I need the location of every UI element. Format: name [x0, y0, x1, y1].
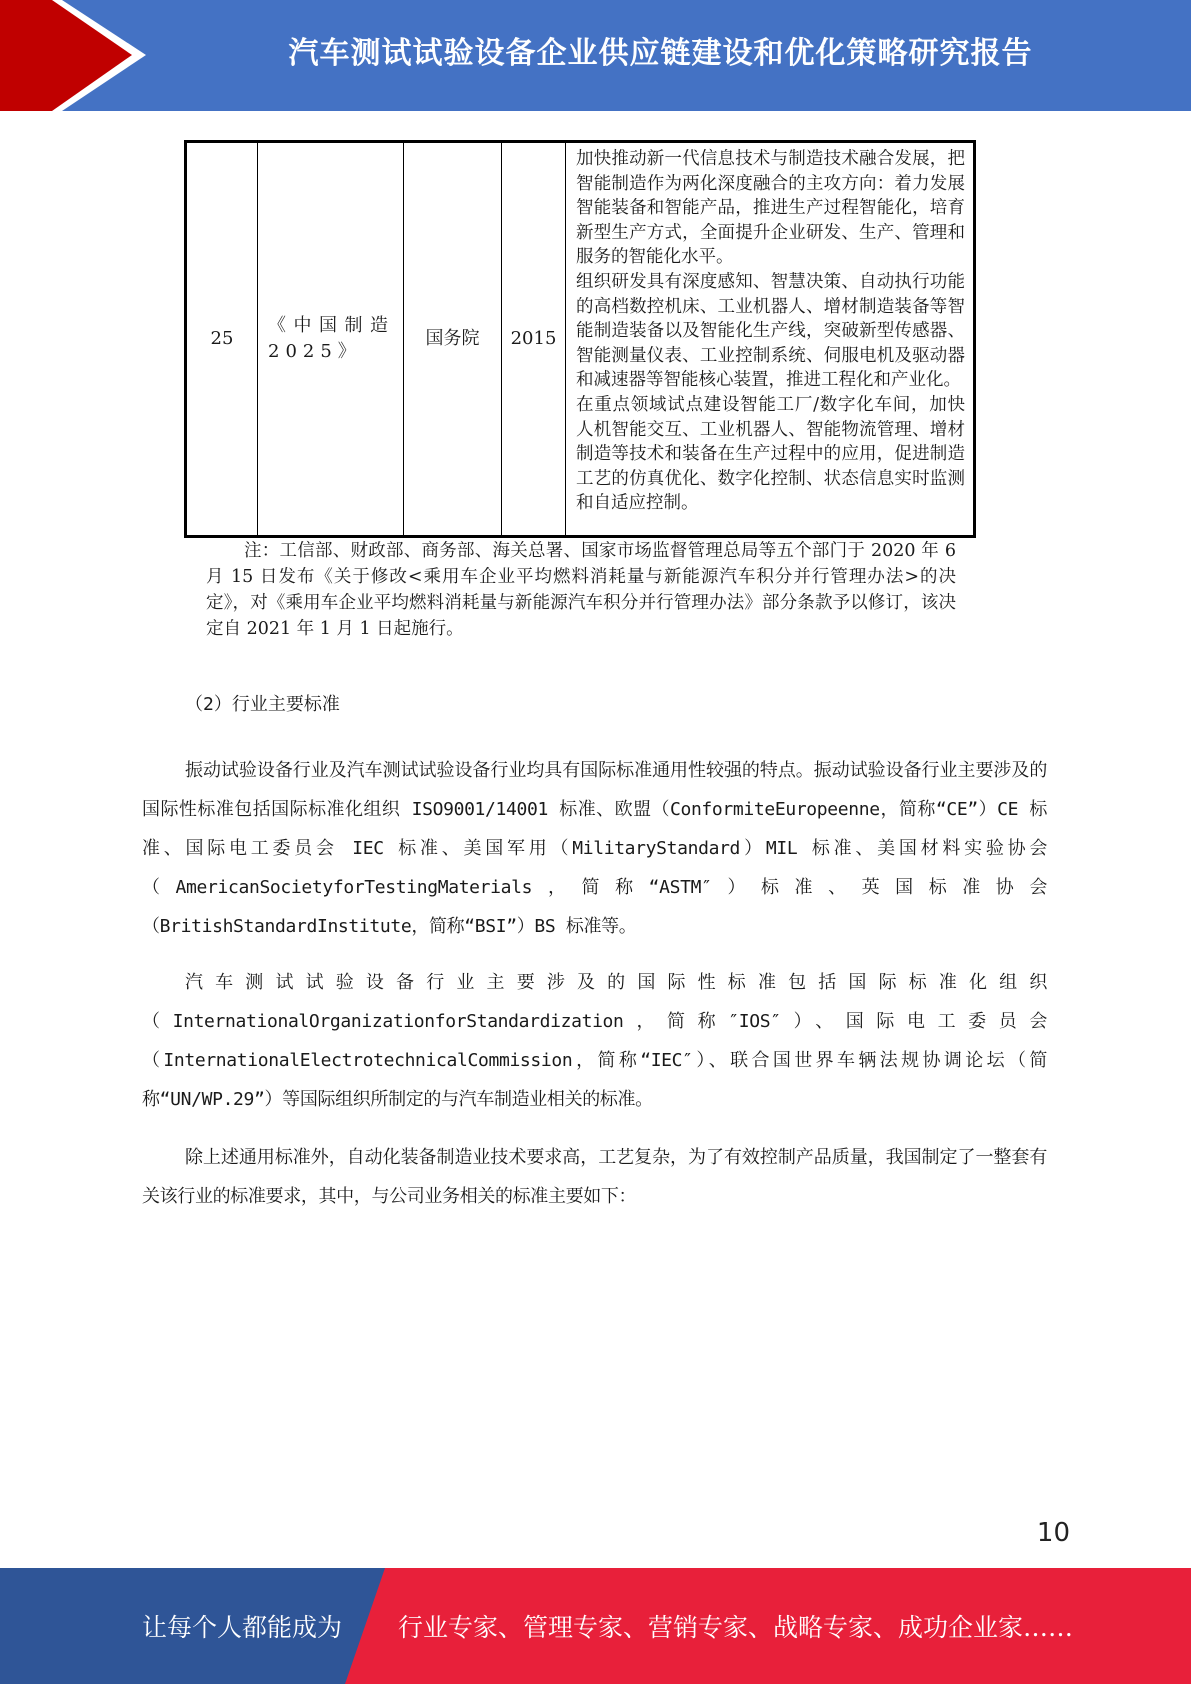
note-text: 注：工信部、财政部、商务部、海关总署、国家市场监督管理总局等五个部门于 2020 年 6 月 15 日发布《关于修改<乘用车企业平均燃料消耗量与新能源汽车积分并行管理办法>的决定》，对《乘用车企业平均燃料消耗量与新能源汽车积分并行管理办法》部分条款予以修订，该决定自 2021 年 1 月 1 日起施行。	[206, 541, 956, 639]
paragraph-text: 振动试验设备行业及汽车测试试验设备行业均具有国际标准通用性较强的特点。振动试验设备行业主要涉及的国际性标准包括国际标准化组织 ISO9001/14001 标准、欧盟（ConformiteEuropeenne，简称“CE”）CE 标准、国际电工委员会 IEC 标准、美国军用（MilitaryStandard）MIL 标准、美国材料实验协会（AmericanSocietyforTestingMaterials，简称“ASTM″）标准、英国标准协会（BritishStandardInstitute，简称“BSI”）BS 标准等。	[142, 760, 1047, 937]
table-note	[206, 538, 956, 642]
table-cell-number: 25	[187, 143, 258, 535]
policy-name-text: 《中国制造2025》	[268, 315, 394, 362]
footer-slogan-right: 行业专家、管理专家、营销专家、战略专家、成功企业家……	[398, 1613, 1074, 1642]
content-paragraph: 组织研发具有深度感知、智慧决策、自动执行功能的高档数控机床、工业机器人、增材制造装备等智能制造装备以及智能化生产线，突破新型传感器、智能测量仪表、工业控制系统、伺服电机及驱动器和减速器等智能核心装置，推进工程化和产业化。	[576, 271, 965, 391]
body-paragraph-1	[142, 751, 1047, 946]
table-cell-year: 2015	[502, 143, 566, 535]
page-header	[0, 0, 1191, 111]
content-paragraph: 在重点领域试点建设智能工厂/数字化车间，加快人机智能交互、工业机器人、智能物流管理、增材制造等技术和装备在生产过程中的应用，促进制造工艺的仿真优化、数字化控制、状态信息实时监测和自适应控制。	[576, 394, 965, 514]
page-number: 10	[1036, 1518, 1070, 1548]
paragraph-text: 除上述通用标准外，自动化装备制造业技术要求高，工艺复杂，为了有效控制产品质量，我国制定了一整套有关该行业的标准要求，其中，与公司业务相关的标准主要如下：	[142, 1147, 1047, 1207]
body-paragraph-2	[142, 963, 1047, 1119]
table-cell-policy-name	[258, 143, 404, 535]
content-paragraph: 加快推动新一代信息技术与制造技术融合发展，把智能制造作为两化深度融合的主攻方向：着力发展智能装备和智能产品，推进生产过程智能化，培育新型生产方式，全面提升企业研发、生产、管理和服务的智能化水平。	[576, 149, 965, 268]
body-paragraph-3	[142, 1138, 1047, 1216]
header-chevron-decoration	[0, 0, 160, 111]
paragraph-text: 汽车测试试验设备行业主要涉及的国际性标准包括国际标准化组织（InternationalOrganizationforStandardization，简称″IOS″）、国际电工委员会（InternationalElectrotechnicalCommission，简称“IEC″）、联合国世界车辆法规协调论坛（简称“UN/WP.29”）等国际组织所制定的与汽车制造业相关的标准。	[142, 972, 1047, 1110]
policy-content	[576, 147, 965, 516]
page-footer	[0, 1568, 1191, 1684]
section-heading: （2）行业主要标准	[185, 694, 340, 715]
policy-table	[184, 140, 976, 538]
table-cell-content	[566, 143, 973, 535]
table-cell-department: 国务院	[404, 143, 502, 535]
footer-slogan-left: 让每个人都能成为	[142, 1613, 343, 1642]
report-title: 汽车测试试验设备企业供应链建设和优化策略研究报告	[288, 36, 1033, 71]
